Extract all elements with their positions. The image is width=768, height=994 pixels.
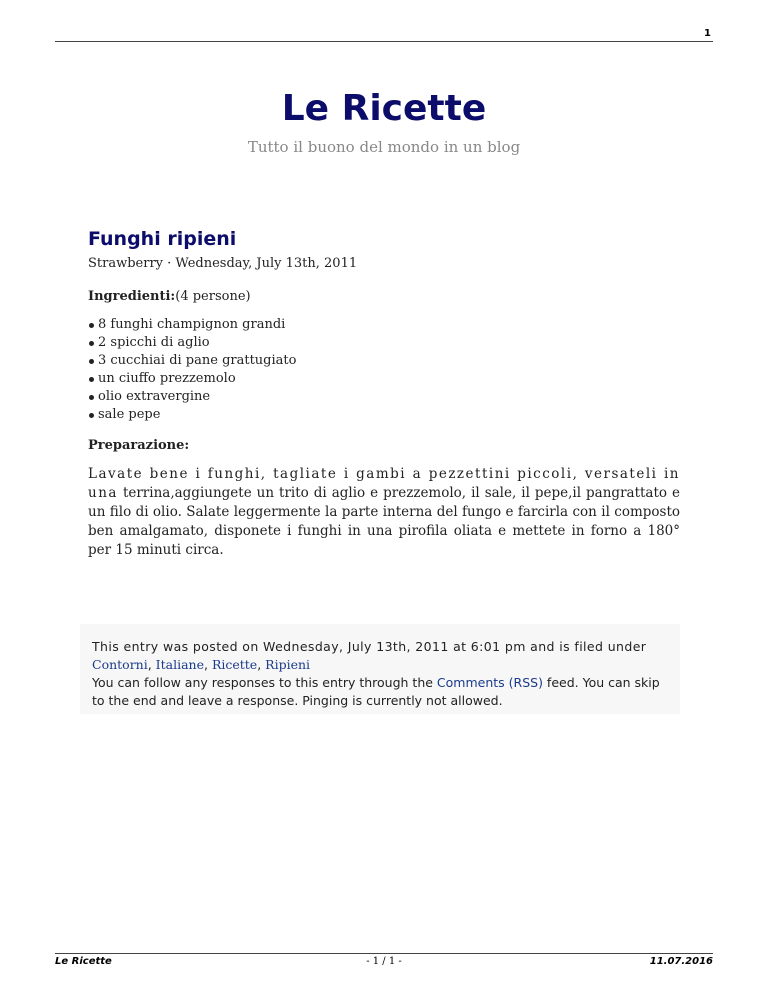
preparation-heading: Preparazione: <box>88 438 190 453</box>
list-item <box>98 406 680 424</box>
post <box>88 228 680 560</box>
list-item <box>98 352 680 370</box>
bullet-icon <box>89 323 94 328</box>
top-rule <box>55 41 713 42</box>
category-link-contorni[interactable]: Contorni <box>92 657 148 672</box>
ingredient-text: 8 funghi champignon grandi <box>98 317 286 332</box>
list-item <box>98 388 680 406</box>
entry-posted-text: This entry was posted on Wednesday, July 13th, 2011 at 6:01 pm and is filed under <box>92 639 647 654</box>
footer-date: 11.07.2016 <box>649 956 713 967</box>
follow-suffix: feed. You can skip to the end and leave a response. Pinging is currently not allowed. <box>92 675 660 708</box>
list-item <box>98 316 680 334</box>
entry-info-box <box>80 624 680 714</box>
preparation-rest: terrina,aggiungete un trito di aglio e prezzemolo, il sale, il pepe,il pangrattato e un filo di olio. Salate leggermente la parte interna del fungo e farcirla con il composto ben amalgamato, disponete i funghi in una pirofila oliata e mettete in forno a 180° per 15 minuti circa. <box>88 485 680 558</box>
ingredients-label: Ingredienti: <box>88 289 176 304</box>
page-number: 1 <box>704 28 711 39</box>
category-link-italiane[interactable]: Italiane <box>155 657 204 672</box>
category-link-ricette[interactable]: Ricette <box>211 657 258 672</box>
post-meta: Strawberry · Wednesday, July 13th, 2011 <box>88 256 358 271</box>
ingredients-note: (4 persone) <box>175 289 251 304</box>
bottom-rule <box>55 953 713 954</box>
category-separator: , <box>203 657 212 672</box>
site-tagline: Tutto il buono del mondo in un blog <box>247 138 521 156</box>
comments-rss-link[interactable]: Comments (RSS) <box>436 675 543 690</box>
footer-site-name: Le Ricette <box>55 956 112 967</box>
ingredient-text: olio extravergine <box>98 389 211 404</box>
bullet-icon <box>89 377 94 382</box>
post-title[interactable]: Funghi ripieni <box>88 228 237 250</box>
preparation-text <box>88 465 680 560</box>
list-item <box>98 334 680 352</box>
ingredient-text: un ciuffo prezzemolo <box>98 371 236 386</box>
ingredient-text: sale pepe <box>98 407 161 422</box>
category-link-ripieni[interactable]: Ripieni <box>265 657 311 672</box>
bullet-icon <box>89 395 94 400</box>
preparation-first-line: Lavate bene i funghi, tagliate i gambi a pezzettini piccoli, versateli in una <box>88 466 680 501</box>
bullet-icon <box>89 413 94 418</box>
entry-categories <box>92 656 668 674</box>
entry-follow-text <box>92 674 668 710</box>
bullet-icon <box>89 341 94 346</box>
ingredient-text: 3 cucchiai di pane grattugiato <box>98 353 297 368</box>
category-separator: , <box>257 657 266 672</box>
ingredients-list <box>88 316 680 424</box>
list-item <box>98 370 680 388</box>
site-title[interactable]: Le Ricette <box>281 88 487 129</box>
footer-page-count: - 1 / 1 - <box>366 956 402 967</box>
ingredient-text: 2 spicchi di aglio <box>98 335 210 350</box>
category-separator: , <box>147 657 156 672</box>
ingredients-heading <box>88 289 680 304</box>
bullet-icon <box>89 359 94 364</box>
follow-prefix: You can follow any responses to this entry through the <box>92 675 437 690</box>
